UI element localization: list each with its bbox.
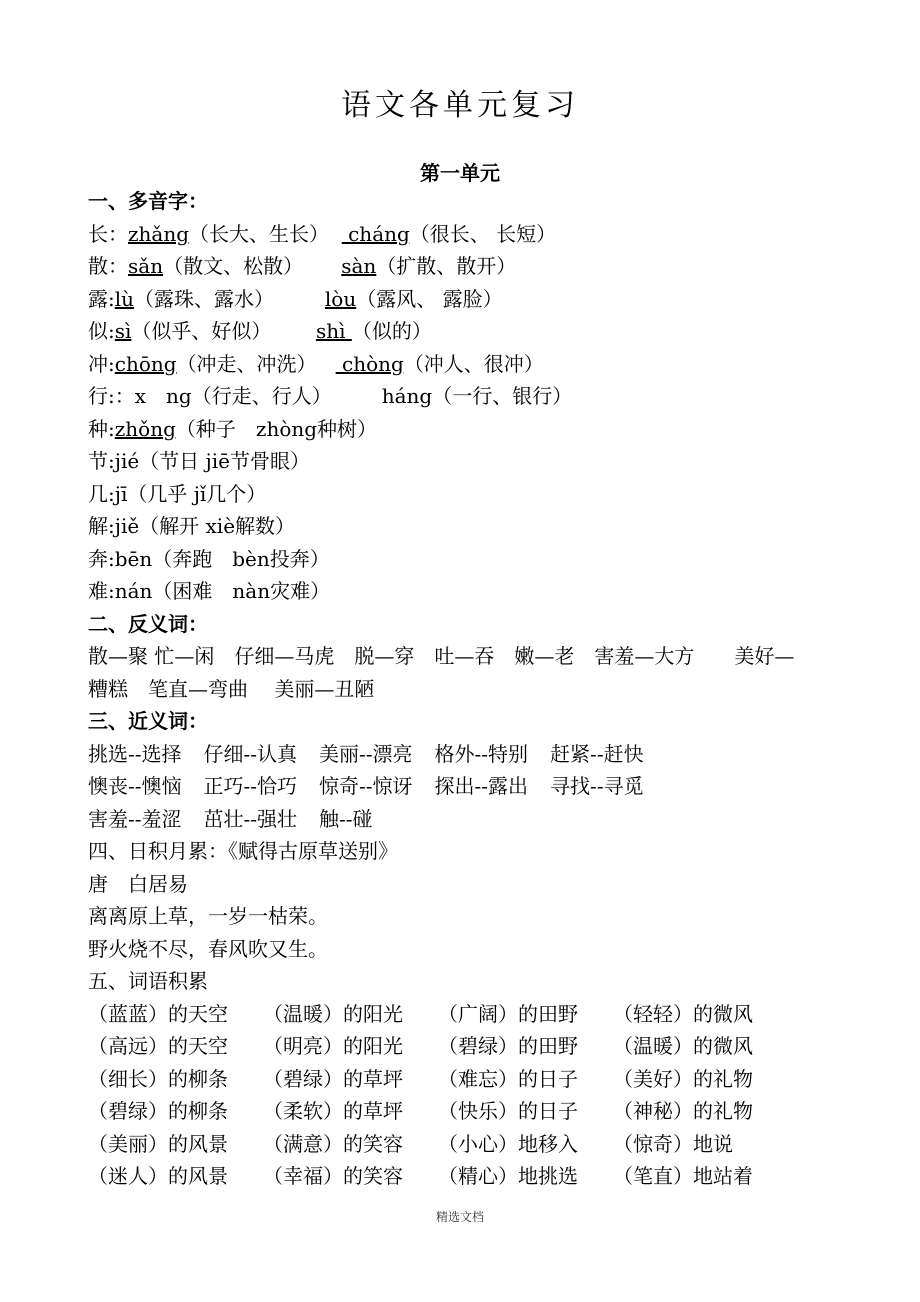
phrases-row (88, 1160, 868, 1193)
synonym-pair: 格外--特别 (434, 741, 529, 766)
polyphone-char: 散： (88, 254, 128, 278)
phrase: （笔直）地站着 (613, 1164, 753, 1188)
examples: （散文、松散） (163, 254, 304, 278)
synonym-pair: 惊奇--惊讶 (319, 774, 413, 798)
phrase: （柔软）的草坪 (263, 1099, 403, 1123)
polyphone-row: 奔:bēn（奔跑 bèn投奔） (88, 546, 330, 571)
phrase: （温暖）的微风 (613, 1034, 753, 1058)
poem-author: 唐 白居易 (88, 871, 188, 896)
phrases-row (88, 1030, 868, 1063)
polyphones-heading: 一、多音字： (88, 189, 208, 213)
polyphone-row (88, 315, 868, 348)
pinyin: chòng (335, 351, 404, 376)
examples: （露风、 露脸） (356, 286, 503, 311)
phrase: （幸福）的笑容 (263, 1164, 403, 1188)
phrase: （碧绿）的草坪 (263, 1066, 403, 1091)
pinyin: lù (114, 286, 135, 311)
synonym-pair: 懊丧--懊恼 (88, 774, 182, 798)
page-footer: 精选文档 (435, 1210, 484, 1224)
polyphone-row (88, 283, 868, 316)
phrase: （蓝蓝）的天空 (88, 1001, 228, 1026)
synonym-pair: 探出--露出 (434, 774, 529, 798)
examples: （似的） (351, 319, 432, 343)
examples: （冲人、很冲） (403, 351, 544, 376)
examples: （露珠、露水） (134, 286, 275, 311)
phrase: （轻轻）的微风 (613, 1001, 753, 1026)
examples: （似乎、好似） (131, 319, 272, 343)
phrases-row (88, 1063, 868, 1096)
phrase: （神秘）的礼物 (613, 1099, 753, 1123)
document-body (88, 185, 868, 1193)
pinyin: shì (315, 319, 352, 343)
phrase: （碧绿）的柳条 (88, 1099, 228, 1123)
phrases-row (88, 1128, 868, 1161)
synonym-pair: 寻找--寻觅 (550, 774, 644, 798)
polyphone-row: 几:jī（几乎 jǐ几个） (88, 481, 267, 506)
phrase: （惊奇）地说 (613, 1131, 733, 1156)
examples: （冲走、冲洗） (176, 351, 317, 376)
phrase: （精心）地挑选 (438, 1164, 578, 1188)
examples: （扩散、散开） (376, 254, 517, 278)
pinyin: lòu (324, 286, 357, 311)
phrase: （美丽）的风景 (88, 1131, 228, 1156)
phrase: （温暖）的阳光 (263, 1001, 403, 1026)
document-title: 语文各单元复习 (341, 88, 579, 123)
poem-line: 离离原上草，一岁一枯荣。 (88, 904, 328, 928)
phrase: （难忘）的日子 (438, 1066, 578, 1091)
examples: （种子 zhòng种树） (175, 416, 378, 441)
synonym-pair: 挑选--选择 (88, 741, 182, 766)
phrase: （小心）地移入 (438, 1131, 578, 1156)
phrase: （美好）的礼物 (613, 1066, 753, 1091)
synonym-pair: 正巧--恰巧 (203, 774, 298, 798)
antonyms-line: 散—聚 忙—闲 仔细—马虎 脱—穿 吐—吞 嫩—老 害羞—大方 美好— (88, 644, 795, 668)
synonym-pair: 仔细--认真 (203, 741, 298, 766)
polyphone-row (88, 348, 868, 381)
synonyms-line (88, 770, 868, 803)
phrase: （快乐）的日子 (438, 1099, 578, 1123)
antonyms-line: 糟糕 笔直—弯曲 美丽—丑陋 (88, 676, 375, 701)
phrase: （细长）的柳条 (88, 1066, 228, 1091)
phrase: （明亮）的阳光 (263, 1034, 403, 1058)
examples: （很长、 长短） (409, 221, 557, 246)
phrase: （高远）的天空 (88, 1034, 228, 1058)
polyphone-row: 节:jié（节日 jiē节骨眼） (88, 449, 310, 473)
polyphone-char: 种: (88, 416, 115, 441)
polyphone-char: 露: (88, 286, 115, 311)
polyphone-row (88, 413, 868, 446)
pinyin: zhǒng (114, 416, 176, 441)
antonyms-heading: 二、反义词： (88, 611, 208, 636)
synonym-pair: 茁壮--强壮 (203, 806, 298, 831)
polyphone-row: 行:：x ng（行走、行人） háng（一行、银行） (88, 384, 573, 408)
phrase: （碧绿）的田野 (438, 1034, 578, 1058)
phrase: （满意）的笑容 (263, 1131, 403, 1156)
polyphone-char: 冲: (88, 351, 115, 376)
phrase: （迷人）的风景 (88, 1164, 228, 1188)
synonym-pair: 美丽--漂亮 (319, 741, 413, 766)
pinyin: chōng (114, 351, 177, 376)
pinyin: sàn (341, 254, 377, 278)
pinyin: sǎn (128, 254, 164, 278)
phrases-row (88, 998, 868, 1031)
pinyin: zhǎng (128, 221, 190, 246)
polyphone-char: 似: (88, 319, 115, 343)
pinyin: sì (114, 319, 132, 343)
phrase: （广阔）的田野 (438, 1001, 578, 1026)
pinyin: cháng (341, 221, 410, 246)
poem-line: 野火烧不尽，春风吹又生。 (88, 936, 328, 961)
polyphone-row (88, 250, 868, 283)
polyphone-row (88, 218, 868, 251)
synonyms-line (88, 738, 868, 771)
synonym-pair: 赶紧--赶快 (550, 741, 644, 766)
polyphone-row: 难:nán（困难 nàn灾难） (88, 579, 331, 603)
synonym-pair: 害羞--羞涩 (88, 806, 182, 831)
phrases-heading: 五、词语积累 (88, 969, 208, 993)
examples: （长大、生长） (189, 221, 330, 246)
unit-heading: 第一单元 (420, 161, 500, 185)
polyphone-row: 解:jiě（解开 xiè解数） (88, 514, 296, 538)
synonym-pair: 触--碰 (319, 806, 373, 831)
poem-heading: 四、日积月累：《赋得古原草送别》 (88, 839, 398, 863)
polyphone-char: 长： (88, 221, 128, 246)
phrases-row (88, 1095, 868, 1128)
synonyms-heading: 三、近义词： (88, 709, 208, 733)
synonyms-line (88, 803, 868, 836)
